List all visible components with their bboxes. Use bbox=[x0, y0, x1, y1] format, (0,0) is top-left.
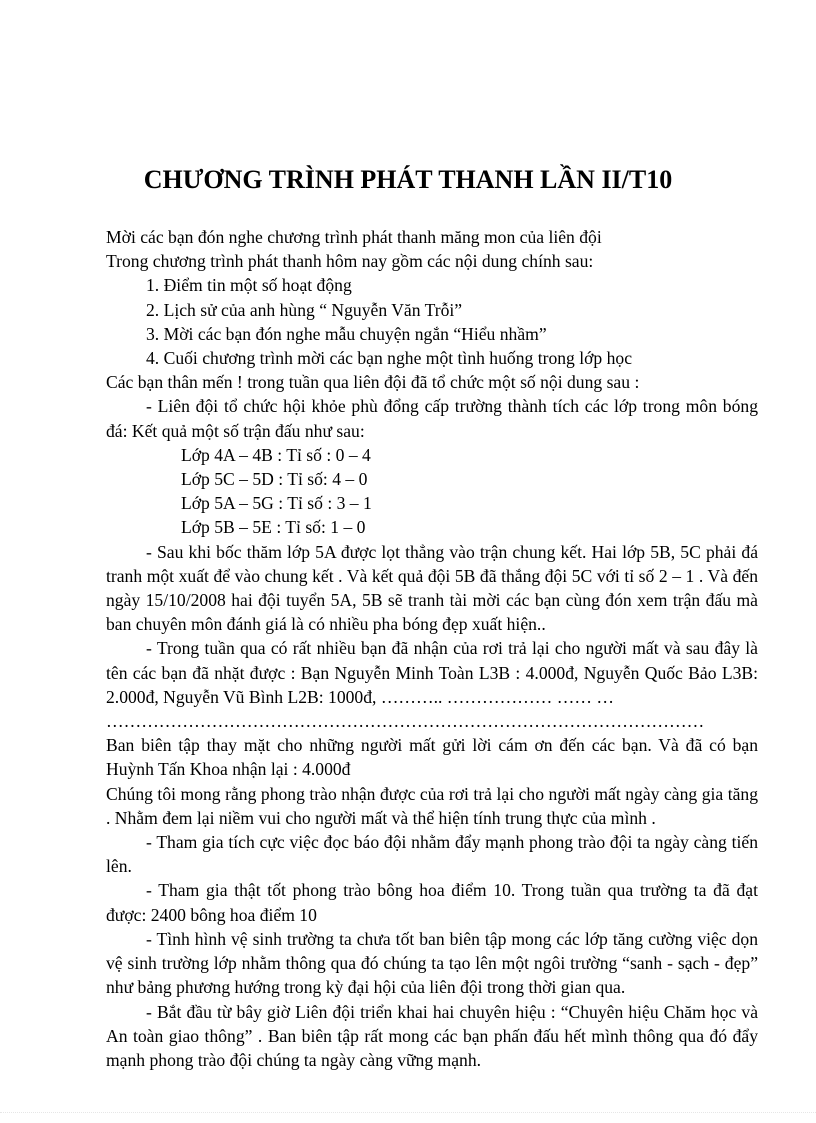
greeting-line: Các bạn thân mến ! trong tuần qua liên đội đã tổ chức một số nội dung sau : bbox=[106, 372, 640, 393]
hygiene-paragraph: - Tình hình vệ sinh trường ta chưa tốt ban biên tập mong các lớp tăng cường việc dọn vệ sinh trường lớp nhằm thông qua đó chúng ta tạo lên một ngôi trường “sanh - sạch - đẹp” như bảng phương hướng trong kỳ đại hội của liên đội trong thời gian qua. bbox=[106, 928, 758, 998]
agenda-item: 3. Mời các bạn đón nghe mẫu chuyện ngắn “Hiểu nhầm” bbox=[146, 323, 547, 344]
agenda-item: 2. Lịch sử của anh hùng “ Nguyễn Văn Trỗi” bbox=[146, 299, 463, 320]
document-body bbox=[106, 225, 758, 1072]
match-result: Lớp 5C – 5D : Tỉ số: 4 – 0 bbox=[181, 469, 368, 490]
badge-paragraph: - Bắt đầu từ bây giờ Liên đội triển khai hai chuyên hiệu : “Chuyên hiệu Chăm học và An toàn giao thông” . Ban biên tập rất mong các bạn phấn đấu hết mình thông qua đó đẩy mạnh phong trào đội chúng ta ngày càng vững mạnh. bbox=[106, 1001, 758, 1070]
thanks-paragraph: Ban biên tập thay mặt cho những người mất gửi lời cám ơn đến các bạn. Và đã có bạn Huỳnh Tấn Khoa nhận lại : 4.000đ bbox=[106, 735, 758, 780]
final-match-paragraph: - Sau khi bốc thăm lớp 5A được lọt thẳng vào trận chung kết. Hai lớp 5B, 5C phải đá tranh một xuất để vào chung kết . Và kết quả đội 5B đã thắng đội 5C với tỉ số 2 – 1 . Và đến ngày 15/10/2008 hai đội tuyển 5A, 5B sẽ tranh tài mời các bạn cùng đón xem trận đấu mà ban chuyên môn đánh giá là có nhiều pha bóng đẹp xuất hiện.. bbox=[106, 541, 758, 635]
document-title: CHƯƠNG TRÌNH PHÁT THANH LẦN II/T10 bbox=[143, 165, 673, 195]
match-result: Lớp 5A – 5G : Tỉ số : 3 – 1 bbox=[181, 493, 372, 514]
football-intro-paragraph: - Liên đội tổ chức hội khỏe phù đổng cấp trường thành tích các lớp trong môn bóng đá: Kết quả một số trận đấu như sau: bbox=[106, 396, 758, 441]
page-bottom-divider bbox=[0, 1112, 816, 1113]
intro-line: Trong chương trình phát thanh hôm nay gồm các nội dung chính sau: bbox=[106, 251, 594, 272]
intro-line: Mời các bạn đón nghe chương trình phát thanh măng mon của liên đội bbox=[106, 227, 602, 247]
flowers-paragraph: - Tham gia thật tốt phong trào bông hoa điểm 10. Trong tuần qua trường ta đã đạt được: 2400 bông hoa điểm 10 bbox=[106, 880, 758, 925]
found-items-paragraph: - Trong tuần qua có rất nhiều bạn đã nhận của rơi trả lại cho người mất và sau đây là tên các bạn đã nhặt được : Bạn Nguyễn Minh Toàn L3B : 4.000đ, Nguyễn Quốc Bảo L3B: 2.000đ, Nguyễn Vũ Bình L2B: 1000đ, ……….. ……………… …… … bbox=[106, 638, 758, 707]
hope-paragraph: Chúng tôi mong rằng phong trào nhận được của rơi trả lại cho người mất ngày càng gia tăng . Nhằm đem lại niềm vui cho người mất và thể hiện tính trung thực của mình . bbox=[106, 783, 758, 828]
agenda-item: 4. Cuối chương trình mời các bạn nghe một tình huống trong lớp học bbox=[146, 348, 633, 369]
match-result: Lớp 5B – 5E : Tỉ số: 1 – 0 bbox=[181, 517, 366, 538]
agenda-item: 1. Điểm tin một số hoạt động bbox=[146, 275, 352, 296]
dotted-line: ………………………………………………………………………………………… bbox=[106, 711, 705, 732]
match-result: Lớp 4A – 4B : Tỉ số : 0 – 4 bbox=[181, 444, 371, 465]
newspaper-paragraph: - Tham gia tích cực việc đọc báo đội nhằm đẩy mạnh phong trào đội ta ngày càng tiến lên. bbox=[106, 832, 758, 877]
